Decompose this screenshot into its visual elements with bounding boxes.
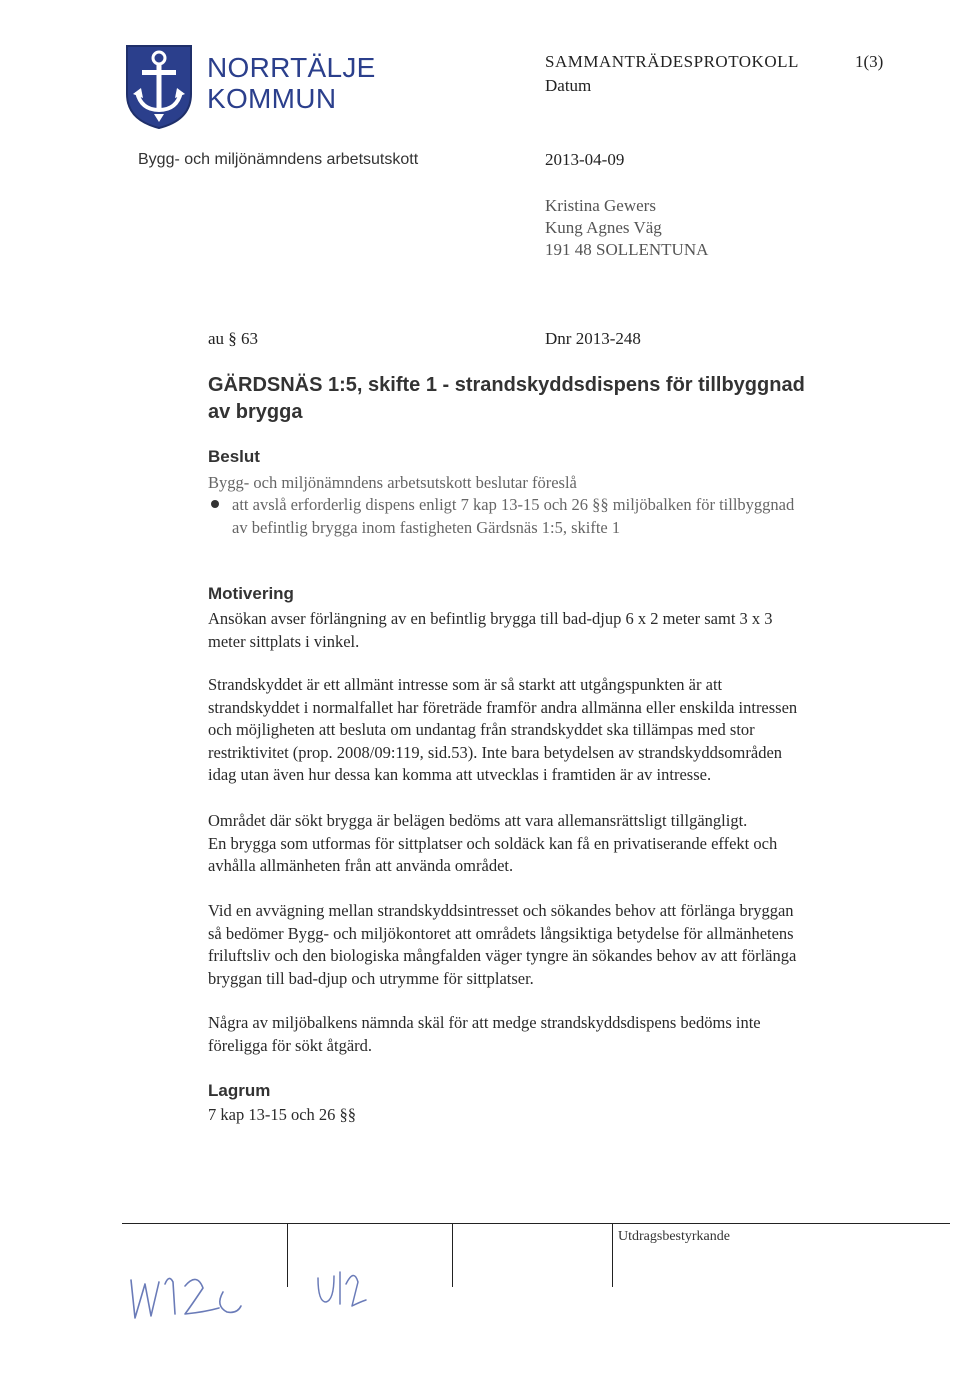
recipient-city: 191 48 SOLLENTUNA [545, 240, 709, 259]
text-line: så bedömer Bygg- och miljökontoret att områdets långsiktiga betydelse för allmänhetens [208, 923, 794, 943]
motivering-paragraph-3 [208, 810, 908, 878]
meeting-date: 2013-04-09 [545, 150, 625, 169]
recipient-address [545, 195, 708, 261]
beslut-intro: Bygg- och miljönämndens arbetsutskott beslutar föreslå [208, 473, 577, 492]
text-line: En brygga som utformas för sittplatser och soldäck kan få en privatiserande effekt och [208, 833, 778, 853]
text-line: Området där sökt brygga är belägen bedöms att vara allemansrättsligt tillgängligt. [208, 811, 748, 830]
text-line: idag utan även hur dessa kan komma att utvecklas i framtiden är av intresse. [208, 765, 712, 784]
page-number: 1(3) [855, 52, 884, 71]
lagrum-text: 7 kap 13-15 och 26 §§ [208, 1105, 357, 1124]
case-title [208, 372, 908, 426]
signature-box-divider [452, 1223, 453, 1287]
certification-label: Utdragsbestyrkande [618, 1229, 730, 1244]
footer-divider [122, 1223, 950, 1224]
text-line: Vid en avvägning mellan strandskyddsintresset och sökandes behov att förlänga bryggan [208, 901, 794, 920]
motivering-paragraph-1 [208, 608, 908, 653]
handwritten-initials-1 [125, 1262, 255, 1337]
organization-name-line1: NORRTÄLJE [207, 52, 376, 83]
motivering-heading: Motivering [208, 584, 294, 603]
recipient-name: Kristina Gewers [545, 196, 656, 215]
motivering-paragraph-4 [208, 900, 908, 990]
municipality-coat-of-arms-logo [124, 44, 194, 130]
text-line: Strandskyddet är ett allmänt intresse som är så starkt att utgångspunkten är att [208, 675, 723, 694]
text-line: bryggan till bad-djup och utrymme för sittplatser. [208, 968, 534, 988]
handwritten-initials-2 [312, 1262, 372, 1317]
text-line: avhålla allmänheten från att använda området. [208, 856, 514, 875]
beslut-bullet [232, 494, 912, 539]
beslut-bullet-line1: att avslå erforderlig dispens enligt 7 kap 13-15 och 26 §§ miljöbalken för tillbyggnad [232, 495, 795, 514]
text-line: strandskyddet i normalfallet har företräde framför andra allmänna eller enskilda intressen [208, 697, 798, 717]
text-line: friluftsliv och den biologiska mångfalden väger tyngre än sökandes behov av att förlänga [208, 946, 797, 965]
organization-name [207, 52, 376, 114]
case-title-line2: av brygga [208, 401, 303, 423]
recipient-street: Kung Agnes Väg [545, 218, 662, 237]
signature-box-divider [612, 1223, 613, 1287]
motivering-paragraph-2 [208, 674, 908, 787]
document-type: SAMMANTRÄDESPROTOKOLL [545, 52, 799, 71]
text-line: Ansökan avser förlängning av en befintlig brygga till bad-djup 6 x 2 meter samt 3 x 3 [208, 609, 773, 628]
text-line: föreligga för sökt åtgärd. [208, 1035, 373, 1055]
paragraph-reference: au § 63 [208, 329, 259, 348]
lagrum-heading: Lagrum [208, 1081, 271, 1100]
bullet-icon [211, 500, 219, 508]
case-number: Dnr 2013-248 [545, 329, 641, 348]
case-title-line1: GÄRDSNÄS 1:5, skifte 1 - strandskyddsdispens för tillbyggnad [208, 374, 805, 396]
date-label: Datum [545, 76, 592, 95]
text-line: Några av miljöbalkens nämnda skäl för att medge strandskyddsdispens bedöms inte [208, 1013, 761, 1032]
signature-box-divider [287, 1223, 288, 1287]
text-line: restriktivitet (prop. 2008/09:119, sid.53). Inte bara betydelsen av strandskyddsområden [208, 742, 783, 762]
committee-name: Bygg- och miljönämndens arbetsutskott [138, 151, 419, 168]
text-line: meter sittplats i vinkel. [208, 631, 360, 651]
text-line: och möjligheten att besluta om undantag från strandskyddet ska tillämpas med stor [208, 720, 755, 739]
beslut-bullet-line2: av befintlig brygga inom fastigheten Gärdsnäs 1:5, skifte 1 [232, 517, 621, 537]
beslut-heading: Beslut [208, 447, 260, 466]
motivering-paragraph-5 [208, 1012, 908, 1057]
organization-name-line2: KOMMUN [207, 83, 337, 114]
